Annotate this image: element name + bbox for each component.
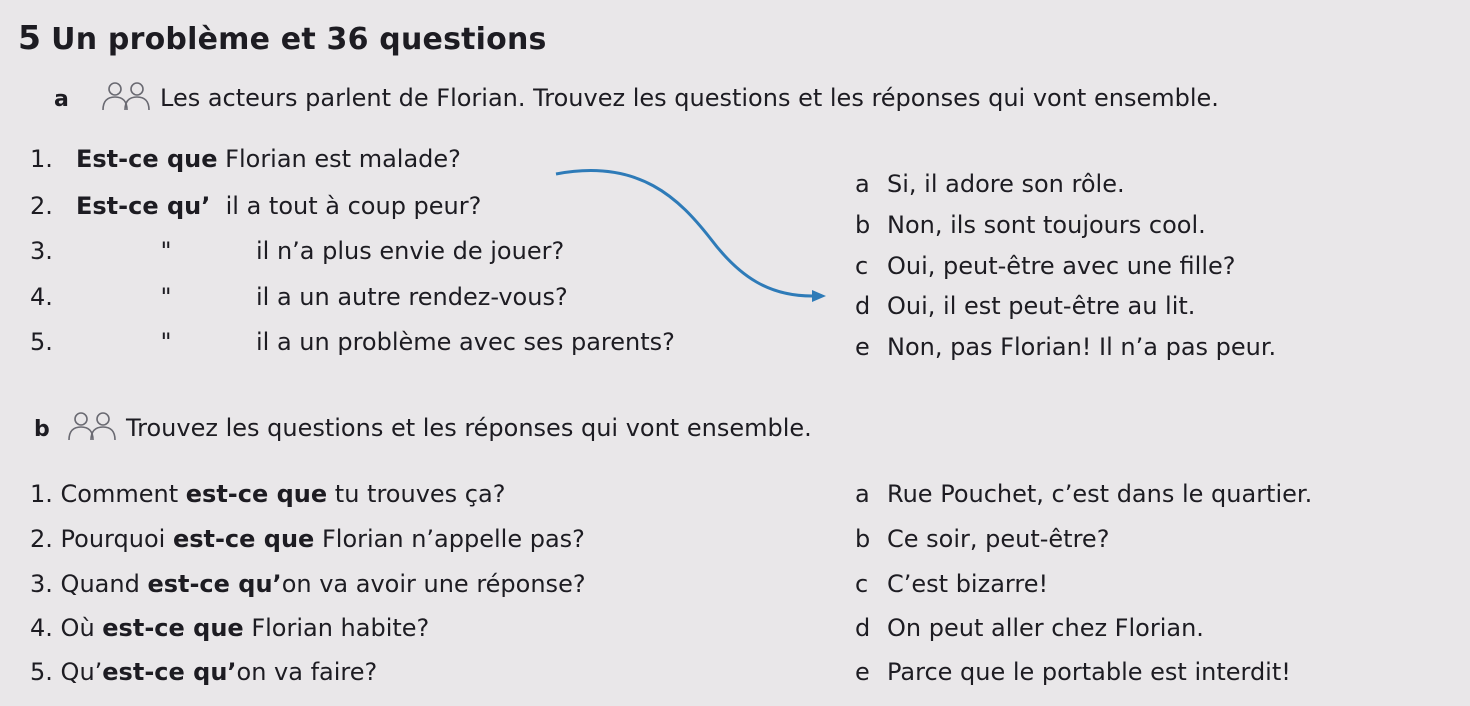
part-a-answer-b: [855, 211, 1206, 239]
question-post: Florian habite?: [243, 614, 430, 642]
question-text: il a tout à coup peur?: [225, 192, 482, 220]
answer-letter: b: [855, 211, 871, 239]
answer-letter: c: [855, 570, 869, 598]
answer-letter: d: [855, 614, 871, 642]
part-b-question-5: [30, 658, 377, 686]
ditto-mark: ": [160, 237, 172, 265]
answer-letter: e: [855, 658, 870, 686]
part-a-letter: a: [54, 87, 69, 112]
question-number: 5.: [30, 658, 53, 686]
question-post: on va avoir une réponse?: [281, 570, 586, 598]
answer-letter: c: [855, 252, 869, 280]
part-a-instruction: Les acteurs parlent de Florian. Trouvez les questions et les réponses qui vont ensemble.: [160, 84, 1219, 112]
question-number: 3.: [30, 237, 53, 265]
question-number: 3.: [30, 570, 53, 598]
part-b-letter: b: [34, 417, 50, 442]
question-text: il a un autre rendez-vous?: [256, 283, 568, 311]
part-b-question-2: [30, 525, 585, 553]
answer-text: C’est bizarre!: [887, 570, 1049, 598]
question-lead: Est-ce que: [76, 145, 218, 173]
part-b-answer-e: [855, 658, 1291, 686]
question-lead: Est-ce qu’: [76, 192, 211, 220]
question-pre: Qu’: [60, 658, 103, 686]
ditto-mark: ": [160, 283, 172, 311]
question-bold: est-ce qu’: [147, 570, 282, 598]
question-pre: Où: [60, 614, 103, 642]
question-post: Florian n’appelle pas?: [314, 525, 585, 553]
answer-text: On peut aller chez Florian.: [887, 614, 1204, 642]
part-b-question-3: [30, 570, 586, 598]
part-b-instruction-row: [34, 410, 812, 448]
question-number: 4.: [30, 283, 53, 311]
part-b-instruction: Trouvez les questions et les réponses qui vont ensemble.: [126, 414, 812, 442]
question-number: 2.: [30, 192, 53, 220]
part-a-answer-c: [855, 252, 1236, 280]
answer-text: Non, pas Florian! Il n’a pas peur.: [887, 333, 1277, 361]
part-b-answer-b: [855, 525, 1109, 553]
question-text: il a un problème avec ses parents?: [256, 328, 675, 356]
question-bold: est-ce que: [102, 614, 244, 642]
part-a-answer-a: [855, 170, 1125, 198]
answer-text: Oui, il est peut-être au lit.: [887, 292, 1196, 320]
answer-letter: a: [855, 170, 870, 198]
question-pre: Pourquoi: [60, 525, 173, 553]
exercise-number: 5: [18, 18, 42, 57]
answer-text: Ce soir, peut-être?: [887, 525, 1110, 553]
question-post: tu trouves ça?: [327, 480, 506, 508]
ditto-mark: ": [160, 328, 172, 356]
part-b-question-1: [30, 480, 505, 508]
answer-text: Si, il adore son rôle.: [887, 170, 1125, 198]
question-number: 2.: [30, 525, 53, 553]
answer-letter: a: [855, 480, 870, 508]
answer-letter: b: [855, 525, 871, 553]
exercise-title-text: Un problème et 36 questions: [51, 22, 547, 57]
part-a-answer-e: [855, 333, 1276, 361]
part-a-answer-d: [855, 292, 1195, 320]
question-text: il n’a plus envie de jouer?: [256, 237, 565, 265]
question-post: on va faire?: [236, 658, 378, 686]
answer-text: Parce que le portable est interdit!: [887, 658, 1291, 686]
question-pre: Comment: [60, 480, 186, 508]
part-b-answer-c: [855, 570, 1048, 598]
answer-text: Oui, peut-être avec une fille?: [887, 252, 1236, 280]
question-number: 5.: [30, 328, 53, 356]
question-bold: est-ce que: [172, 525, 315, 553]
pair-work-icon: [66, 410, 118, 448]
part-b-answer-a: [855, 480, 1312, 508]
question-bold: est-ce que: [185, 480, 328, 508]
question-text: Florian est malade?: [225, 145, 461, 173]
answer-letter: e: [855, 333, 870, 361]
answer-text: Rue Pouchet, c’est dans le quartier.: [887, 480, 1313, 508]
question-number: 1.: [30, 480, 53, 508]
answer-text: Non, ils sont toujours cool.: [887, 211, 1206, 239]
part-b-answer-d: [855, 614, 1204, 642]
question-bold: est-ce qu’: [102, 658, 237, 686]
question-pre: Quand: [60, 570, 148, 598]
question-number: 1.: [30, 145, 53, 173]
question-number: 4.: [30, 614, 53, 642]
part-b-question-4: [30, 614, 429, 642]
answer-letter: d: [855, 292, 871, 320]
